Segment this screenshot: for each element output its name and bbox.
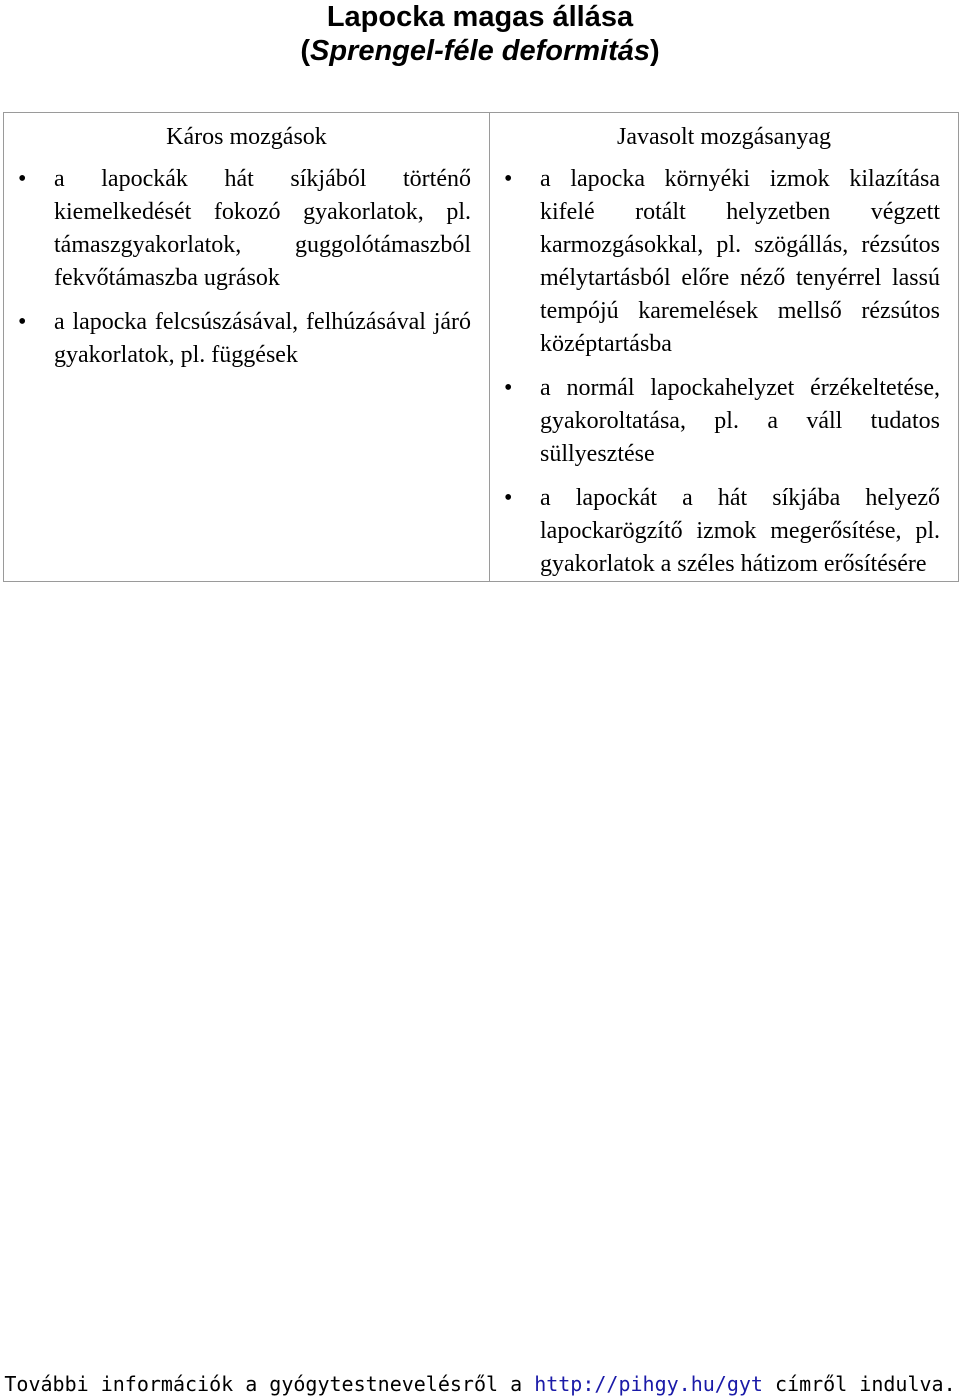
list-item: [490, 482, 940, 581]
list-item-text: a lapocka környéki izmok kilazítása kifelé rotált helyzetben végzett karmozgásokkal, pl. szögállás, rézsútos mélytartásból előre néző tenyérrel lassú tempójú karemelések mellső rézsútos középtartásba: [540, 166, 940, 357]
footer-prefix: További információk a gyógytestnevelésről a: [4, 1372, 535, 1396]
footer-link[interactable]: http://pihgy.hu/gyt: [534, 1372, 763, 1396]
list-item-text: a lapockák hát síkjából történő kiemelkedését fokozó gyakorlatok, pl. támaszgyakorlatok, guggolótámaszból fekvőtámaszba ugrások: [54, 166, 471, 291]
title-paren-open: (: [300, 35, 310, 67]
harmful-movements-list: [4, 163, 489, 372]
list-item: [490, 372, 940, 471]
title-line-1: Lapocka magas állása: [326, 1, 634, 33]
title-line-2: [0, 34, 960, 68]
bullet-icon: •: [504, 485, 513, 511]
right-column-header: Javasolt mozgásanyag: [490, 113, 959, 164]
title-paren-close: ): [650, 35, 660, 67]
list-item-text: a lapockát a hát síkjába helyező lapockarögzítő izmok megerősítése, pl. gyakorlatok a széles hátizom erősítésére: [540, 485, 940, 577]
title-subtitle-italic: Sprengel-féle deformitás: [309, 35, 651, 67]
table-header-row: [4, 113, 959, 164]
exercise-table: [3, 112, 959, 582]
bullet-icon: •: [18, 166, 27, 192]
recommended-exercises-list: [490, 163, 958, 581]
left-column-header: Káros mozgások: [4, 113, 490, 164]
list-item: [4, 163, 471, 295]
footer-suffix: címről indulva.: [762, 1372, 956, 1396]
footer-note: [0, 1370, 960, 1398]
harmful-movements-cell: [4, 163, 490, 582]
page-title: [0, 0, 960, 68]
list-item-text: a lapocka felcsúszásával, felhúzásával járó gyakorlatok, pl. függések: [54, 309, 471, 368]
recommended-exercises-cell: [490, 163, 959, 582]
bullet-icon: •: [504, 375, 513, 401]
table-row: [4, 163, 959, 582]
list-item-text: a normál lapockahelyzet érzékeltetése, gyakoroltatása, pl. a váll tudatos süllyesztése: [540, 375, 940, 467]
bullet-icon: •: [504, 166, 513, 192]
list-item: [490, 163, 940, 361]
list-item: [4, 306, 471, 372]
bullet-icon: •: [18, 309, 27, 335]
